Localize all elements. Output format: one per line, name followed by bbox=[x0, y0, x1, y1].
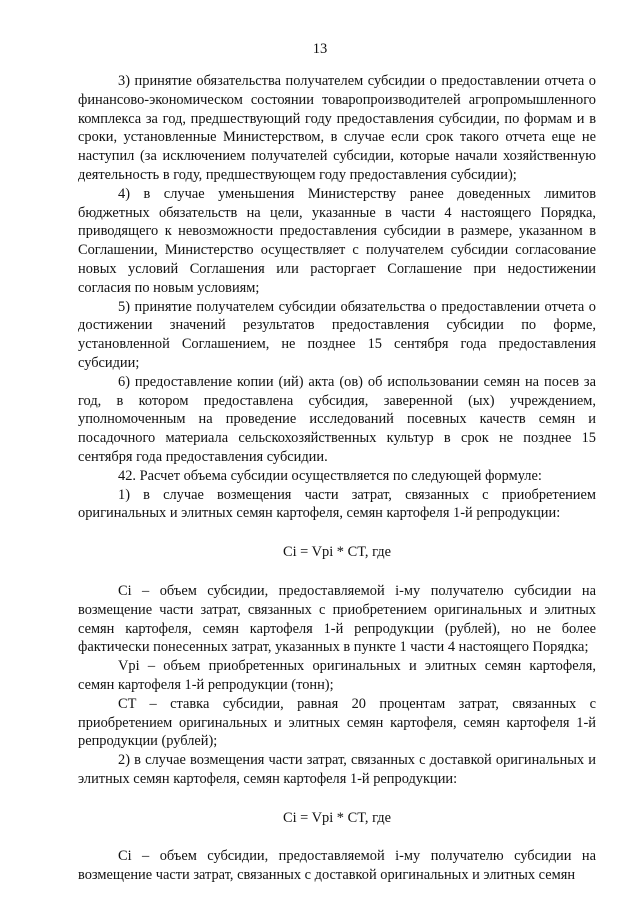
definition-vpi: Vpi – объем приобретенных оригинальных и элитных семян картофеля, семян картофеля 1-й репродукции (тонн); bbox=[78, 658, 596, 693]
formula-1: Ci = Vpi * CT, где bbox=[282, 544, 392, 561]
definition-ci-1: Ci – объем субсидии, предоставляемой i-му получателю субсидии на возмещение части затрат, связанных с приобретением оригинальных и элитных семян картофеля, семян картофеля 1-й репродукции (рублей), но не более фактически понесенных затрат, указанных в пункте 1 части 4 настоящего Порядка; bbox=[78, 582, 596, 656]
paragraph-case-2: 2) в случае возмещения части затрат, связанных с доставкой оригинальных и элитных семян картофеля, семян картофеля 1-й репродукции: bbox=[78, 752, 596, 787]
paragraph-item-6: 6) предоставление копии (ий) акта (ов) об использовании семян на посев за год, в котором предоставлена субсидия, заверенной (ых) учреждением, уполномоченным на проведение исследований посевных качеств семян и посадочного материала сельскохозяйственных культур в срок не позднее 15 сентября года предоставления субсидии. bbox=[78, 373, 596, 465]
paragraph-case-1: 1) в случае возмещения части затрат, связанных с приобретением оригинальных и элитных семян картофеля, семян картофеля 1-й репродукции: bbox=[78, 486, 596, 522]
paragraph-item-4: 4) в случае уменьшения Министерству ранее доведенных лимитов бюджетных обязательств на цели, указанные в части 4 настоящего Порядка, приводящего к невозможности предоставления субсидии в размере, указанном в Соглашении, Министерство осуществляет с получателем субсидии согласование новых условий Соглашения или расторгает Соглашение при недостижении согласия по новым условиям; bbox=[78, 185, 596, 296]
document-body bbox=[78, 72, 596, 885]
page-number: 13 bbox=[312, 41, 328, 57]
paragraph-section-42: 42. Расчет объема субсидии осуществляется по следующей формуле: bbox=[118, 467, 542, 484]
definition-ct: CT – ставка субсидии, равная 20 процентам затрат, связанных с приобретением оригинальных и элитных семян картофеля, семян картофеля 1-й репродукции (рублей); bbox=[78, 695, 596, 750]
formula-2: Ci = Vpi * CT, где bbox=[282, 809, 392, 826]
definition-ci-2: Ci – объем субсидии, предоставляемой i-му получателю субсидии на возмещение части затрат, связанных с доставкой оригинальных и элитных семян bbox=[78, 848, 596, 884]
paragraph-item-3: 3) принятие обязательства получателем субсидии о предоставлении отчета о финансово-экономическом состоянии товаропроизводителей агропромышленного комплекса за год, предшествующий году предоставления субсидии, по формам и в сроки, установленные Министерством, в случае если срок такого отчета еще не наступил (за исключением получателей субсидии, которые начали хозяйственную деятельность в году, предшествующем году предоставления субсидии); bbox=[78, 73, 596, 183]
paragraph-item-5: 5) принятие получателем субсидии обязательства о предоставлении отчета о достижении значений результатов предоставления субсидии по форме, установленной Соглашением, не позднее 15 сентября года предоставления субсидии; bbox=[78, 298, 596, 371]
